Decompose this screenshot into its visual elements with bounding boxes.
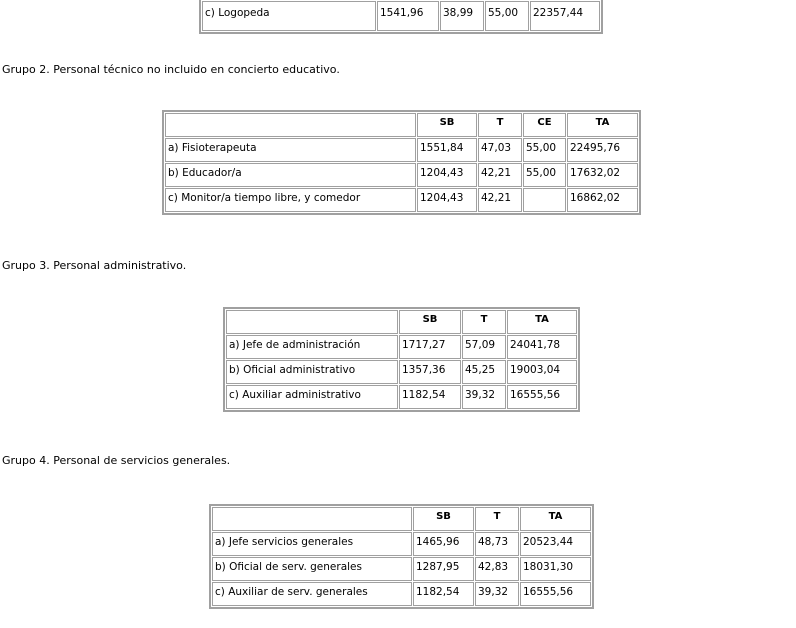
- table-row: [212, 532, 591, 556]
- cell-value: 1717,27: [399, 335, 461, 359]
- table-row: [165, 163, 638, 187]
- row-label: a) Jefe servicios generales: [212, 532, 412, 556]
- cell-value: 45,25: [462, 360, 506, 384]
- table-grupo1-partial: [199, 0, 603, 34]
- cell-value: 1182,54: [399, 385, 461, 409]
- cell-value: 1357,36: [399, 360, 461, 384]
- heading-grupo3: Grupo 3. Personal administrativo.: [2, 259, 187, 272]
- cell-value: 22357,44: [530, 1, 600, 31]
- column-header: SB: [417, 113, 477, 137]
- cell-value: 42,21: [478, 188, 522, 212]
- cell-value: 38,99: [440, 1, 484, 31]
- column-header: [212, 507, 412, 531]
- cell-value: 17632,02: [567, 163, 638, 187]
- table-grupo4: [209, 504, 594, 609]
- row-label: c) Auxiliar de serv. generales: [212, 582, 412, 606]
- cell-value: 42,83: [475, 557, 519, 581]
- column-header: SB: [413, 507, 474, 531]
- cell-value: 22495,76: [567, 138, 638, 162]
- row-label: b) Oficial administrativo: [226, 360, 398, 384]
- row-label: c) Auxiliar administrativo: [226, 385, 398, 409]
- row-label: a) Fisioterapeuta: [165, 138, 416, 162]
- column-header: TA: [567, 113, 638, 137]
- cell-value: 16862,02: [567, 188, 638, 212]
- row-label: c) Logopeda: [202, 1, 376, 31]
- heading-grupo2: Grupo 2. Personal técnico no incluido en concierto educativo.: [2, 63, 340, 76]
- row-label: c) Monitor/a tiempo libre, y comedor: [165, 188, 416, 212]
- cell-value: 48,73: [475, 532, 519, 556]
- header-row: [226, 310, 577, 334]
- cell-value: 1287,95: [413, 557, 474, 581]
- cell-value: 47,03: [478, 138, 522, 162]
- column-header: T: [462, 310, 506, 334]
- cell-value: [523, 188, 566, 212]
- header-row: [212, 507, 591, 531]
- row-label: b) Educador/a: [165, 163, 416, 187]
- cell-value: 42,21: [478, 163, 522, 187]
- table-row: [226, 335, 577, 359]
- row-label: b) Oficial de serv. generales: [212, 557, 412, 581]
- column-header: [165, 113, 416, 137]
- cell-value: 39,32: [475, 582, 519, 606]
- cell-value: 1204,43: [417, 163, 477, 187]
- cell-value: 55,00: [485, 1, 529, 31]
- column-header: TA: [507, 310, 577, 334]
- cell-value: 1541,96: [377, 1, 439, 31]
- table-row: [165, 188, 638, 212]
- row-label: a) Jefe de administración: [226, 335, 398, 359]
- table-grupo3: [223, 307, 580, 412]
- cell-value: 55,00: [523, 138, 566, 162]
- cell-value: 20523,44: [520, 532, 591, 556]
- cell-value: 16555,56: [520, 582, 591, 606]
- cell-value: 39,32: [462, 385, 506, 409]
- heading-grupo4: Grupo 4. Personal de servicios generales.: [2, 454, 231, 467]
- cell-value: 1204,43: [417, 188, 477, 212]
- cell-value: 24041,78: [507, 335, 577, 359]
- cell-value: 55,00: [523, 163, 566, 187]
- table-row: [212, 582, 591, 606]
- column-header: T: [478, 113, 522, 137]
- cell-value: 1465,96: [413, 532, 474, 556]
- column-header: TA: [520, 507, 591, 531]
- cell-value: 1551,84: [417, 138, 477, 162]
- cell-value: 1182,54: [413, 582, 474, 606]
- column-header: SB: [399, 310, 461, 334]
- table-row: [202, 1, 600, 31]
- cell-value: 19003,04: [507, 360, 577, 384]
- table-row: [226, 360, 577, 384]
- header-row: [165, 113, 638, 137]
- table-row: [226, 385, 577, 409]
- table-row: [165, 138, 638, 162]
- cell-value: 57,09: [462, 335, 506, 359]
- column-header: T: [475, 507, 519, 531]
- table-grupo2: [162, 110, 641, 215]
- cell-value: 18031,30: [520, 557, 591, 581]
- column-header: CE: [523, 113, 566, 137]
- cell-value: 16555,56: [507, 385, 577, 409]
- column-header: [226, 310, 398, 334]
- table-row: [212, 557, 591, 581]
